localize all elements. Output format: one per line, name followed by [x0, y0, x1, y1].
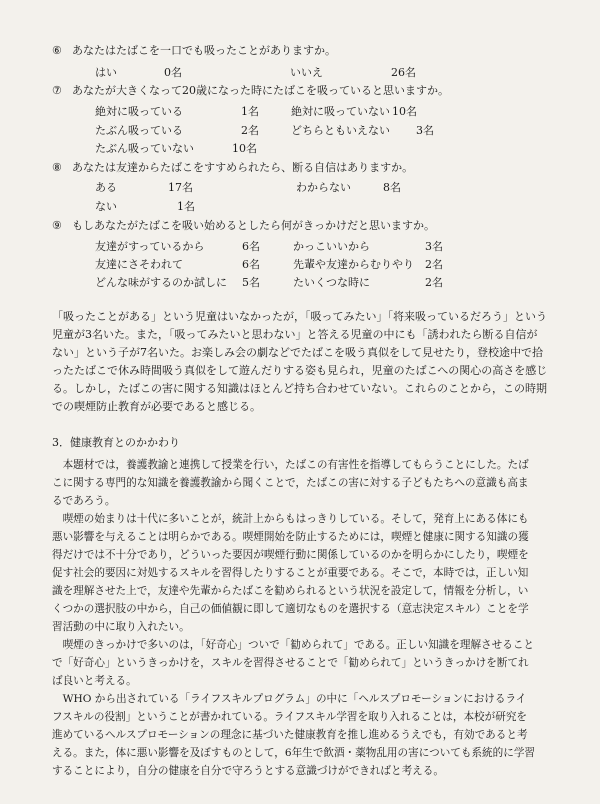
question-text: あなたが大きくなって20歳になった時にたばこを吸っていると思いますか。	[72, 84, 449, 97]
question-9	[52, 219, 435, 233]
answer-count: 3名	[416, 124, 434, 137]
question-text: あなたは友達からたばこをすすめられたら、断る自信はありますか。	[72, 161, 414, 174]
text-line: 識を理解させた上で，友達や先輩からたばこを勧められるという状況を設定して，情報を分析し，い	[52, 585, 529, 597]
section-heading: 3．健康教育とのかかわり	[52, 436, 180, 449]
text-line: 「吸ったことがある」という児童はいなかったが，「吸ってみたい」「将来吸っているだろう」という	[52, 310, 547, 323]
answer-label: ない	[95, 200, 117, 213]
answer-label: はい	[95, 66, 117, 79]
answer-label: 絶対に吸っていない	[291, 105, 390, 118]
answer-count: 26名	[391, 66, 416, 79]
answer-count: 6名	[242, 258, 260, 271]
question-6	[52, 44, 336, 58]
text-line: することにより，自分の健康を自分で守ろうとする意識づけができればと考える。	[52, 765, 444, 777]
answer-count: 0名	[164, 66, 182, 79]
answer-label: かっこいいから	[293, 240, 370, 253]
answer-label: ある	[95, 181, 117, 194]
text-line: 得だけでは不十分であり，どういった要因が喫煙行動に関係しているのかを明らかにしたり，喫煙を	[52, 549, 529, 561]
question-8	[52, 161, 413, 175]
answer-label: 先輩や友達からむりやり	[293, 258, 414, 271]
text-line: 児童が3名いた。また，「吸ってみたいと思わない」と答える児童の中にも「誘われたら断る自信が	[52, 328, 538, 341]
answer-count: 10名	[392, 105, 417, 118]
question-number: ⑨	[52, 219, 62, 232]
text-line: フスキルの役割」ということが書かれている。ライフスキル学習を取り入れることは，本校が研究を	[52, 711, 528, 723]
answer-count: 10名	[232, 142, 257, 155]
question-number: ⑧	[52, 161, 62, 174]
text-line: WHO から出されている「ライフスキルプログラム」の中に「ヘルスプロモーションにおけるライ	[52, 693, 527, 705]
answer-count: 1名	[177, 200, 195, 213]
text-line: くつかの選択肢の中から，自己の価値観に即して適切なものを選択する（意志決定スキル）ことを学	[52, 603, 529, 615]
question-7	[52, 84, 449, 98]
text-line: ば良いと考える。	[52, 675, 137, 687]
answer-count: 2名	[241, 124, 259, 137]
text-line: る。しかし，たばこの害に関する知識はほとんど持ち合わせていない。これらのことから，この時期	[52, 382, 547, 395]
answer-label: たぶん吸っていない	[95, 142, 194, 155]
text-line: 本題材では，養護教諭と連携して授業を行い，たばこの有害性を指導してもらうことにした。たば	[52, 459, 529, 471]
text-line: 悪い影響を与えることは明らかである。喫煙開始を防止するためには，喫煙と健康に関する知識の獲	[52, 531, 529, 543]
answer-label: 友達にさそわれて	[95, 258, 183, 271]
answer-label: たいくつな時に	[293, 276, 370, 289]
question-text: もしあなたがたばこを吸い始めるとしたら何がきっかけだと思いますか。	[72, 219, 435, 232]
answer-label: いいえ	[290, 66, 323, 79]
answer-label: どんな味がするのか試しに	[95, 276, 227, 289]
answer-count: 3名	[425, 240, 443, 253]
text-line: ない」という子が7名いた。お楽しみ会の劇などでたばこを吸う真似をして見せたり，登校途中で拾	[52, 346, 543, 359]
answer-count: 1名	[241, 105, 259, 118]
answer-count: 2名	[425, 276, 443, 289]
text-line: ったたばこで休み時間吸う真似をして遊んだりする姿も見られ，児童のたばこへの関心の高さを感じ	[52, 364, 548, 377]
answer-label: たぶん吸っている	[95, 124, 183, 137]
section-body	[52, 456, 574, 780]
text-line: るであろう。	[52, 495, 116, 507]
answer-count: 17名	[168, 181, 193, 194]
text-line: 喫煙のきっかけで多いのは，「好奇心」ついで「勧められて」である。正しい知識を理解させること	[52, 639, 535, 651]
text-line: える。また，体に悪い影響を及ぼすものとして，6年生で飲酒・薬物乱用の害についても系統的に学習	[52, 747, 536, 759]
answer-count: 6名	[242, 240, 260, 253]
answer-label: 友達がすっているから	[95, 240, 205, 253]
text-line: での喫煙防止教育が必要であると感じる。	[52, 400, 261, 413]
text-line: 進めているヘルスプロモーションの理念に基づいた健康教育を推し進めるうえでも，有効であると考	[52, 729, 528, 741]
answer-count: 8名	[383, 181, 401, 194]
answer-label: わからない	[296, 181, 351, 194]
text-line: 喫煙の始まりは十代に多いことが，統計上からもはっきりしている。そして，発育上にある体にも	[52, 513, 529, 525]
question-number: ⑥	[52, 44, 62, 57]
answer-count: 2名	[425, 258, 443, 271]
question-text: あなたはたばこを一口でも吸ったことがありますか。	[72, 44, 336, 57]
text-line: で「好奇心」というきっかけを，スキルを習得させることで「勧められて」というきっかけを断てれ	[52, 657, 529, 669]
answer-label: どちらともいえない	[291, 124, 390, 137]
text-line: 促す社会的要因に対処するスキルを習得したりすることが重要である。そこで，本時では，正しい知	[52, 567, 529, 579]
answer-label: 絶対に吸っている	[95, 105, 183, 118]
question-number: ⑦	[52, 84, 62, 97]
answer-count: 5名	[242, 276, 260, 289]
text-line: こに関する専門的な知識を養護教諭から聞くことで，たばこの害に対する子どもたちへの意識も高ま	[52, 477, 529, 489]
summary-paragraph	[52, 308, 572, 416]
text-line: 習活動の中に取り入れたい。	[52, 621, 190, 633]
